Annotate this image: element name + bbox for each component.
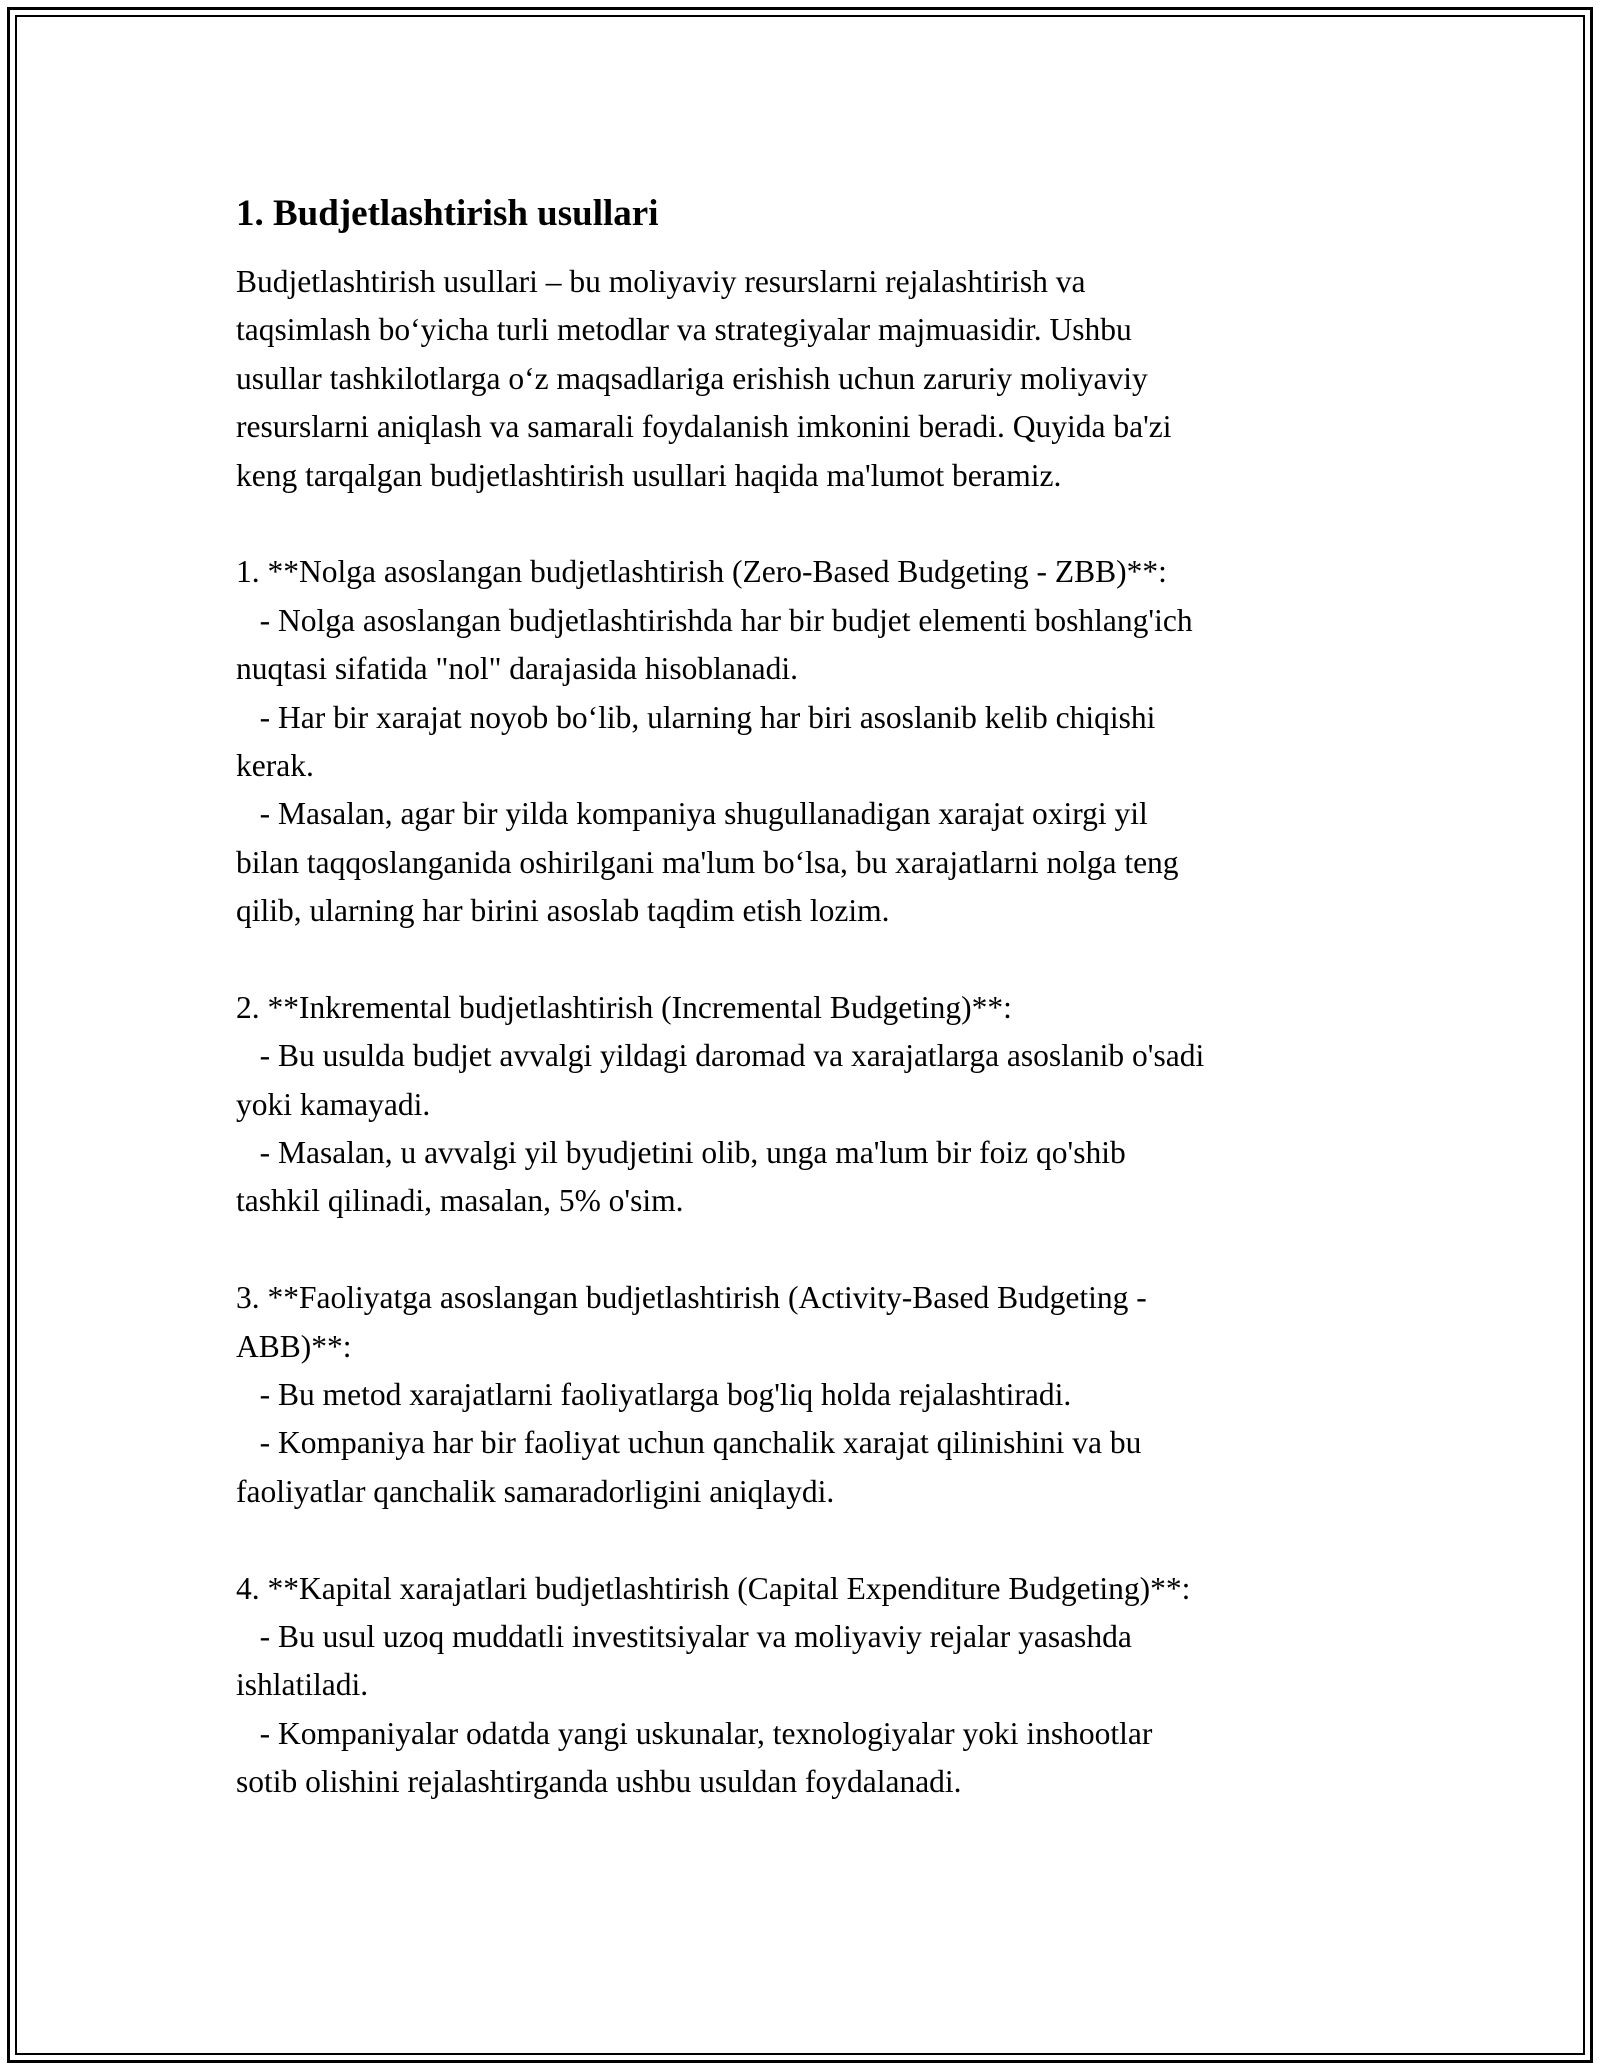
text-line: usullar tashkilotlarga o‘z maqsadlariga erishish uchun zaruriy moliyaviy: [236, 360, 1148, 396]
text-line: kerak.: [236, 747, 314, 783]
blank-line: [236, 935, 1376, 983]
blank-line: [236, 1226, 1376, 1274]
list-item-heading: 1. **Nolga asoslangan budjetlashtirish (Zero-Based Budgeting - ZBB)**:: [236, 554, 1167, 590]
section-heading: 1. Budjetlashtirish usullari: [236, 193, 659, 234]
list-item-heading: ABB)**:: [236, 1328, 352, 1364]
section-text: [236, 258, 1376, 1807]
text-line: - Har bir xarajat noyob bo‘lib, ularning har biri asoslanib kelib chiqishi: [236, 699, 1156, 735]
text-line: ishlatiladi.: [236, 1667, 369, 1703]
blank-line: [236, 500, 1376, 548]
text-line: - Masalan, u avvalgi yil byudjetini olib, unga ma'lum bir foiz qo'shib: [236, 1135, 1126, 1171]
text-line: faoliyatlar qanchalik samaradorligini aniqlaydi.: [236, 1473, 835, 1509]
text-line: - Masalan, agar bir yilda kompaniya shugullanadigan xarajat oxirgi yil: [236, 796, 1148, 832]
list-item-heading: 2. **Inkremental budjetlashtirish (Incremental Budgeting)**:: [236, 989, 1012, 1025]
text-line: - Bu usulda budjet avvalgi yildagi daromad va xarajatlarga asoslanib o'sadi: [236, 1038, 1205, 1074]
list-item-heading: 4. **Kapital xarajatlari budjetlashtirish (Capital Expenditure Budgeting)**:: [236, 1570, 1191, 1606]
text-line: Budjetlashtirish usullari – bu moliyaviy resurslarni rejalashtirish va: [236, 264, 1086, 299]
text-line: bilan taqqoslanganida oshirilgani ma'lum bo‘lsa, bu xarajatlarni nolga teng: [236, 844, 1179, 880]
document-body: [236, 190, 1376, 1807]
text-line: - Kompaniyalar odatda yangi uskunalar, texnologiyalar yoki inshootlar: [236, 1715, 1153, 1751]
text-line: qilib, ularning har birini asoslab taqdim etish lozim.: [236, 893, 890, 929]
text-line: resurslarni aniqlash va samarali foydalanish imkonini beradi. Quyida ba'zi: [236, 409, 1172, 445]
text-line: yoki kamayadi.: [236, 1086, 431, 1122]
text-line: - Kompaniya har bir faoliyat uchun qanchalik xarajat qilinishini va bu: [236, 1425, 1142, 1461]
text-line: tashkil qilinadi, masalan, 5% o'sim.: [236, 1183, 684, 1219]
text-line: - Bu usul uzoq muddatli investitsiyalar va moliyaviy rejalar yasashda: [236, 1618, 1132, 1654]
text-line: keng tarqalgan budjetlashtirish usullari haqida ma'lumot beramiz.: [236, 457, 1062, 493]
text-line: - Nolga asoslangan budjetlashtirishda har bir budjet elementi boshlang'ich: [236, 602, 1193, 638]
blank-line: [236, 1516, 1376, 1564]
text-line: sotib olishini rejalashtirganda ushbu usuldan foydalanadi.: [236, 1764, 962, 1800]
list-item-heading: 3. **Faoliyatga asoslangan budjetlashtirish (Activity-Based Budgeting -: [236, 1280, 1147, 1316]
text-line: nuqtasi sifatida "nol" darajasida hisoblanadi.: [236, 651, 798, 687]
text-line: taqsimlash bo‘yicha turli metodlar va strategiyalar majmuasidir. Ushbu: [236, 312, 1132, 348]
text-line: - Bu metod xarajatlarni faoliyatlarga bog'liq holda rejalashtiradi.: [236, 1376, 1072, 1412]
